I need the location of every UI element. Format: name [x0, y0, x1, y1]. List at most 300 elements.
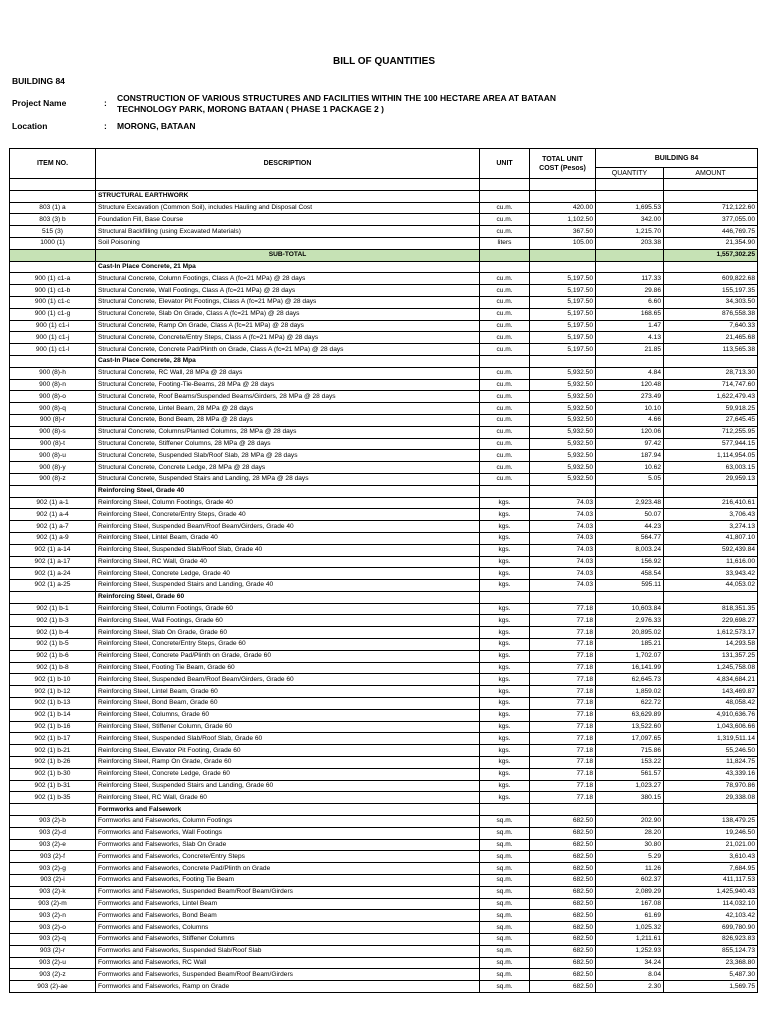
unit-cost-cell: 74.03 — [530, 497, 596, 509]
unit-cost-cell: 74.03 — [530, 509, 596, 521]
unit-cost-cell: 682.50 — [530, 816, 596, 828]
project-name-colon: : — [104, 98, 107, 108]
item-no-cell: 900 (8)-o — [10, 391, 96, 403]
description-cell: Structural Backfilling (using Excavated Materials) — [96, 226, 480, 238]
quantity-cell: 622.72 — [596, 698, 664, 710]
unit-cost-cell: 682.50 — [530, 886, 596, 898]
item-no-cell: 903 (2)-q — [10, 934, 96, 946]
description-cell: Reinforcing Steel, Suspended Slab/Roof Slab, Grade 60 — [96, 733, 480, 745]
quantity-cell: 10.62 — [596, 462, 664, 474]
item-no-cell: 903 (2)-e — [10, 839, 96, 851]
unit-cell: sq.m. — [480, 851, 530, 863]
item-cell — [10, 485, 96, 497]
quantity-cell: 602.37 — [596, 875, 664, 887]
table-row — [10, 414, 758, 426]
item-no-cell: 900 (8)-n — [10, 379, 96, 391]
table-row — [10, 285, 758, 297]
quantity-cell: 1,859.02 — [596, 686, 664, 698]
item-no-cell: 903 (2)-n — [10, 910, 96, 922]
amount-cell: 113,565.38 — [664, 344, 758, 356]
quantity-cell: 2,089.29 — [596, 886, 664, 898]
item-no-cell: 900 (8)-r — [10, 414, 96, 426]
description-cell: Formworks and Falseworks, RC Wall — [96, 957, 480, 969]
description-cell: Reinforcing Steel, Concrete Ledge, Grade 40 — [96, 568, 480, 580]
unit-cost-cell — [530, 190, 596, 202]
table-row — [10, 202, 758, 214]
unit-cost-cell — [530, 804, 596, 816]
table-row — [10, 910, 758, 922]
amount-cell — [664, 355, 758, 367]
item-no-cell: 902 (1) b-5 — [10, 639, 96, 651]
quantity-cell: 50.07 — [596, 509, 664, 521]
description-cell: Structural Concrete, RC Wall, 28 MPa @ 28 days — [96, 367, 480, 379]
item-no-cell: 902 (1) b-13 — [10, 698, 96, 710]
quantity-cell: 156.92 — [596, 556, 664, 568]
unit-cost-cell: 5,932.50 — [530, 462, 596, 474]
unit-cost-cell: 105.00 — [530, 237, 596, 249]
amount-cell: 43,339.16 — [664, 768, 758, 780]
unit-cost-cell: 74.03 — [530, 532, 596, 544]
table-row — [10, 816, 758, 828]
unit-cost-cell: 77.18 — [530, 745, 596, 757]
amount-cell: 229,698.27 — [664, 615, 758, 627]
amount-cell: 23,368.80 — [664, 957, 758, 969]
description-cell: Reinforcing Steel, Suspended Stairs and Landing, Grade 40 — [96, 580, 480, 592]
unit-cost-cell: 77.18 — [530, 674, 596, 686]
header-unit: UNIT — [480, 149, 530, 179]
amount-cell: 42,103.42 — [664, 910, 758, 922]
amount-cell — [664, 804, 758, 816]
unit-cost-cell: 682.50 — [530, 945, 596, 957]
item-no-cell: 803 (1) a — [10, 202, 96, 214]
table-row — [10, 898, 758, 910]
amount-cell: 5,487.30 — [664, 969, 758, 981]
amount-cell: 876,558.38 — [664, 308, 758, 320]
quantity-cell: 153.22 — [596, 757, 664, 769]
table-row — [10, 568, 758, 580]
unit-cell: kgs. — [480, 780, 530, 792]
section-title: Formworks and Falsework — [96, 804, 480, 816]
amount-cell: 592,439.84 — [664, 544, 758, 556]
quantity-cell: 10.10 — [596, 403, 664, 415]
unit-cost-cell: 5,197.50 — [530, 344, 596, 356]
quantity-cell: 564.77 — [596, 532, 664, 544]
amount-cell: 577,944.15 — [664, 438, 758, 450]
item-no-cell: 902 (1) b-8 — [10, 662, 96, 674]
unit-cell: sq.m. — [480, 934, 530, 946]
unit-cell: kgs. — [480, 757, 530, 769]
location-label: Location — [12, 121, 48, 131]
description-cell: Formworks and Falseworks, Suspended Slab/Roof Slab — [96, 945, 480, 957]
location-value: MORONG, BATAAN — [117, 121, 196, 131]
quantity-cell: 715.86 — [596, 745, 664, 757]
item-no-cell: 902 (1) b-1 — [10, 603, 96, 615]
unit-cell: kgs. — [480, 627, 530, 639]
unit-cell — [480, 485, 530, 497]
description-cell: Structural Concrete, Elevator Pit Footings, Class A (fc=21 MPa) @ 28 days — [96, 296, 480, 308]
description-cell: Reinforcing Steel, Slab On Grade, Grade 60 — [96, 627, 480, 639]
quantity-cell: 63,629.89 — [596, 709, 664, 721]
description-cell: Reinforcing Steel, Concrete Pad/Plinth on Grade, Grade 60 — [96, 650, 480, 662]
amount-cell: 699,780.90 — [664, 922, 758, 934]
description-cell: Formworks and Falseworks, Columns — [96, 922, 480, 934]
item-no-cell: 903 (2)-b — [10, 816, 96, 828]
description-cell: Reinforcing Steel, Ramp On Grade, Grade 60 — [96, 757, 480, 769]
item-no-cell: 900 (1) c1-c — [10, 296, 96, 308]
quantity-cell: 1,211.61 — [596, 934, 664, 946]
description-cell: Reinforcing Steel, Wall Footings, Grade 60 — [96, 615, 480, 627]
item-no-cell: 902 (1) b-4 — [10, 627, 96, 639]
amount-cell: 609,822.68 — [664, 273, 758, 285]
table-row — [10, 367, 758, 379]
item-no-cell: 903 (2)-d — [10, 827, 96, 839]
description-cell: Reinforcing Steel, Concrete Ledge, Grade 60 — [96, 768, 480, 780]
quantity-cell — [596, 804, 664, 816]
quantity-cell: 62,645.73 — [596, 674, 664, 686]
unit-cell — [480, 261, 530, 273]
item-no-cell: 902 (1) b-31 — [10, 780, 96, 792]
amount-cell: 48,058.42 — [664, 698, 758, 710]
unit-cost-cell — [530, 249, 596, 261]
table-row — [10, 438, 758, 450]
unit-cell: kgs. — [480, 745, 530, 757]
description-cell: Formworks and Falseworks, Ramp on Grade — [96, 981, 480, 993]
item-cell — [10, 179, 96, 191]
header-quantity: QUANTITY — [596, 168, 664, 179]
unit-cell: kgs. — [480, 674, 530, 686]
unit-cell: cu.m. — [480, 202, 530, 214]
item-no-cell: 902 (1) a-24 — [10, 568, 96, 580]
description-cell: Soil Poisoning — [96, 237, 480, 249]
unit-cell: kgs. — [480, 603, 530, 615]
unit-cell: cu.m. — [480, 332, 530, 344]
item-no-cell: 903 (2)-u — [10, 957, 96, 969]
table-row — [10, 863, 758, 875]
unit-cost-cell: 682.50 — [530, 839, 596, 851]
unit-cost-cell: 77.18 — [530, 709, 596, 721]
item-cell — [10, 355, 96, 367]
project-name-label: Project Name — [12, 98, 67, 108]
table-row — [10, 473, 758, 485]
table-row — [10, 686, 758, 698]
quantity-cell: 117.33 — [596, 273, 664, 285]
unit-cost-cell: 682.50 — [530, 827, 596, 839]
description-cell: Formworks and Falseworks, Stiffener Columns — [96, 934, 480, 946]
quantity-cell: 458.54 — [596, 568, 664, 580]
table-row — [10, 426, 758, 438]
table-row — [10, 556, 758, 568]
description-cell: Structural Concrete, Footing-Tie-Beams, 28 MPa @ 28 days — [96, 379, 480, 391]
item-no-cell: 902 (1) a-4 — [10, 509, 96, 521]
unit-cell: kgs. — [480, 650, 530, 662]
item-no-cell: 900 (1) c1-j — [10, 332, 96, 344]
amount-cell — [664, 591, 758, 603]
unit-cell — [480, 804, 530, 816]
unit-cell: sq.m. — [480, 816, 530, 828]
unit-cell: kgs. — [480, 580, 530, 592]
unit-cost-cell: 682.50 — [530, 969, 596, 981]
description-cell: Reinforcing Steel, Columns, Grade 60 — [96, 709, 480, 721]
table-row — [10, 780, 758, 792]
section-header-row — [10, 355, 758, 367]
section-title: Cast-In Place Concrete, 28 Mpa — [96, 355, 480, 367]
unit-cost-cell: 77.18 — [530, 698, 596, 710]
item-no-cell: 900 (1) c1-l — [10, 344, 96, 356]
item-no-cell: 902 (1) b-26 — [10, 757, 96, 769]
item-no-cell: 900 (8)-h — [10, 367, 96, 379]
quantity-cell: 595.11 — [596, 580, 664, 592]
unit-cell: cu.m. — [480, 450, 530, 462]
item-no-cell: 902 (1) b-3 — [10, 615, 96, 627]
section-title: Reinforcing Steel, Grade 60 — [96, 591, 480, 603]
description-cell: Reinforcing Steel, Suspended Beam/Roof Beam/Girders, Grade 60 — [96, 674, 480, 686]
unit-cell — [480, 190, 530, 202]
subtotal-amount: 1,557,302.25 — [664, 249, 758, 261]
item-no-cell: 1000 (1) — [10, 237, 96, 249]
unit-cell: cu.m. — [480, 438, 530, 450]
section-header-row — [10, 485, 758, 497]
quantity-cell: 20,895.02 — [596, 627, 664, 639]
unit-cost-cell: 682.50 — [530, 934, 596, 946]
table-row — [10, 580, 758, 592]
item-no-cell: 903 (2)-r — [10, 945, 96, 957]
section-header-row — [10, 591, 758, 603]
table-row — [10, 875, 758, 887]
item-no-cell: 902 (1) b-14 — [10, 709, 96, 721]
amount-cell: 21,354.90 — [664, 237, 758, 249]
quantity-cell: 97.42 — [596, 438, 664, 450]
unit-cell: sq.m. — [480, 981, 530, 993]
item-cell — [10, 591, 96, 603]
table-row — [10, 403, 758, 415]
table-row — [10, 462, 758, 474]
item-no-cell: 902 (1) a-1 — [10, 497, 96, 509]
unit-cost-cell: 5,197.50 — [530, 273, 596, 285]
unit-cost-cell: 77.18 — [530, 733, 596, 745]
amount-cell: 27,645.45 — [664, 414, 758, 426]
table-row — [10, 214, 758, 226]
unit-cell: sq.m. — [480, 910, 530, 922]
unit-cost-cell: 77.18 — [530, 686, 596, 698]
unit-cell: sq.m. — [480, 945, 530, 957]
table-row — [10, 603, 758, 615]
quantity-cell: 1,702.07 — [596, 650, 664, 662]
item-no-cell: 515 (3) — [10, 226, 96, 238]
item-no-cell: 902 (1) b-12 — [10, 686, 96, 698]
unit-cost-cell: 682.50 — [530, 875, 596, 887]
unit-cost-cell: 682.50 — [530, 910, 596, 922]
amount-cell: 1,114,954.05 — [664, 450, 758, 462]
table-row — [10, 226, 758, 238]
item-no-cell: 902 (1) b-17 — [10, 733, 96, 745]
quantity-cell — [596, 591, 664, 603]
amount-cell: 1,319,511.14 — [664, 733, 758, 745]
unit-cost-cell: 420.00 — [530, 202, 596, 214]
unit-cost-cell: 682.50 — [530, 922, 596, 934]
amount-cell: 4,910,636.76 — [664, 709, 758, 721]
description-cell: Structural Concrete, Slab On Grade, Class A (fc=21 MPa) @ 28 days — [96, 308, 480, 320]
quantity-cell: 1,025.32 — [596, 922, 664, 934]
unit-cell: sq.m. — [480, 839, 530, 851]
quantity-cell: 1.47 — [596, 320, 664, 332]
quantity-cell: 273.49 — [596, 391, 664, 403]
quantity-cell: 342.00 — [596, 214, 664, 226]
item-no-cell: 903 (2)-o — [10, 922, 96, 934]
unit-cell: sq.m. — [480, 875, 530, 887]
table-row — [10, 509, 758, 521]
unit-cell: kgs. — [480, 792, 530, 804]
unit-cell: sq.m. — [480, 969, 530, 981]
section-title: STRUCTURAL EARTHWORK — [96, 190, 480, 202]
amount-cell: 21,465.68 — [664, 332, 758, 344]
unit-cost-cell: 5,932.50 — [530, 473, 596, 485]
item-no-cell: 902 (1) b-16 — [10, 721, 96, 733]
quantity-cell — [596, 249, 664, 261]
quantity-cell: 203.38 — [596, 237, 664, 249]
unit-cell: cu.m. — [480, 344, 530, 356]
amount-cell: 114,032.10 — [664, 898, 758, 910]
item-no-cell: 900 (1) c1-b — [10, 285, 96, 297]
description-cell: Structural Concrete, Bond Beam, 28 MPa @ 28 days — [96, 414, 480, 426]
quantity-cell: 8.04 — [596, 969, 664, 981]
description-cell: Structural Concrete, Concrete Pad/Plinth on Grade, Class A (fc=21 MPa) @ 28 days — [96, 344, 480, 356]
unit-cell: kgs. — [480, 768, 530, 780]
description-cell: Formworks and Falseworks, Column Footings — [96, 816, 480, 828]
amount-cell: 138,479.25 — [664, 816, 758, 828]
amount-cell: 7,640.33 — [664, 320, 758, 332]
description-cell: Structural Concrete, Concrete Ledge, 28 MPa @ 28 days — [96, 462, 480, 474]
unit-cost-cell — [530, 261, 596, 273]
unit-cell: cu.m. — [480, 426, 530, 438]
amount-cell: 3,610.43 — [664, 851, 758, 863]
unit-cost-cell: 5,932.50 — [530, 403, 596, 415]
amount-cell: 818,351.35 — [664, 603, 758, 615]
description-cell: Formworks and Falseworks, Lintel Beam — [96, 898, 480, 910]
unit-cost-cell: 74.03 — [530, 556, 596, 568]
table-row — [10, 627, 758, 639]
quantity-cell: 168.65 — [596, 308, 664, 320]
table-row — [10, 662, 758, 674]
quantity-cell: 4.84 — [596, 367, 664, 379]
amount-cell: 216,410.61 — [664, 497, 758, 509]
description-cell: Formworks and Falseworks, Concrete Pad/Plinth on Grade — [96, 863, 480, 875]
unit-cost-cell: 74.03 — [530, 568, 596, 580]
item-no-cell: 903 (2)-k — [10, 886, 96, 898]
amount-cell: 377,055.00 — [664, 214, 758, 226]
amount-cell: 4,834,684.21 — [664, 674, 758, 686]
section-header-row — [10, 261, 758, 273]
table-row — [10, 922, 758, 934]
description-cell: Reinforcing Steel, Suspended Beam/Roof Beam/Girders, Grade 40 — [96, 521, 480, 533]
item-no-cell: 903 (2)-z — [10, 969, 96, 981]
amount-cell: 1,245,758.08 — [664, 662, 758, 674]
unit-cost-cell: 5,197.50 — [530, 320, 596, 332]
unit-cost-cell: 74.03 — [530, 544, 596, 556]
quantity-cell: 380.15 — [596, 792, 664, 804]
unit-cell: kgs. — [480, 544, 530, 556]
unit-cost-cell — [530, 355, 596, 367]
table-row — [10, 757, 758, 769]
table-row — [10, 237, 758, 249]
amount-cell: 21,021.00 — [664, 839, 758, 851]
amount-cell: 33,943.42 — [664, 568, 758, 580]
unit-cell: kgs. — [480, 733, 530, 745]
unit-cell: sq.m. — [480, 863, 530, 875]
item-no-cell: 900 (8)-s — [10, 426, 96, 438]
quantity-cell: 34.24 — [596, 957, 664, 969]
quantity-cell: 61.69 — [596, 910, 664, 922]
table-row — [10, 945, 758, 957]
item-no-cell: 900 (8)-z — [10, 473, 96, 485]
description-cell: Reinforcing Steel, RC Wall, Grade 60 — [96, 792, 480, 804]
unit-cell: cu.m. — [480, 403, 530, 415]
description-cell: Reinforcing Steel, Lintel Beam, Grade 60 — [96, 686, 480, 698]
unit-cell: cu.m. — [480, 462, 530, 474]
unit-cell: sq.m. — [480, 898, 530, 910]
unit-cell: cu.m. — [480, 367, 530, 379]
unit-cell: kgs. — [480, 686, 530, 698]
item-no-cell: 803 (3) b — [10, 214, 96, 226]
item-no-cell: 902 (1) a-7 — [10, 521, 96, 533]
amount-cell: 712,122.60 — [664, 202, 758, 214]
blank-row — [10, 179, 758, 191]
unit-cell: cu.m. — [480, 320, 530, 332]
unit-cell: kgs. — [480, 521, 530, 533]
item-no-cell: 900 (1) c1-i — [10, 320, 96, 332]
description-cell: Formworks and Falseworks, Suspended Beam/Roof Beam/Girders — [96, 969, 480, 981]
quantity-cell — [596, 355, 664, 367]
header-description: DESCRIPTION — [96, 149, 480, 179]
description-cell: Structural Concrete, Roof Beams/Suspended Beams/Girders, 28 MPa @ 28 days — [96, 391, 480, 403]
section-header-row — [10, 804, 758, 816]
unit-cell: kgs. — [480, 497, 530, 509]
amount-cell — [664, 190, 758, 202]
unit-cost-cell: 5,932.50 — [530, 414, 596, 426]
table-row — [10, 308, 758, 320]
unit-cell: cu.m. — [480, 473, 530, 485]
amount-cell: 712,255.95 — [664, 426, 758, 438]
amount-cell — [664, 485, 758, 497]
table-row — [10, 733, 758, 745]
item-no-cell: 900 (8)-t — [10, 438, 96, 450]
amount-cell: 11,824.75 — [664, 757, 758, 769]
unit-cost-cell: 5,932.50 — [530, 438, 596, 450]
description-cell: Reinforcing Steel, Stiffener Column, Grade 60 — [96, 721, 480, 733]
amount-cell: 14,293.58 — [664, 639, 758, 651]
amount-cell: 3,706.43 — [664, 509, 758, 521]
amount-cell: 3,274.13 — [664, 521, 758, 533]
unit-cost-cell: 77.18 — [530, 792, 596, 804]
unit-cell: cu.m. — [480, 308, 530, 320]
description-cell: Structural Concrete, Column Footings, Class A (fc=21 MPa) @ 28 days — [96, 273, 480, 285]
item-no-cell: 902 (1) b-21 — [10, 745, 96, 757]
unit-cell: sq.m. — [480, 922, 530, 934]
unit-cost-cell: 5,197.50 — [530, 332, 596, 344]
unit-cost-cell: 5,932.50 — [530, 367, 596, 379]
item-cell — [10, 249, 96, 261]
quantity-cell: 185.21 — [596, 639, 664, 651]
unit-cell: sq.m. — [480, 957, 530, 969]
description-cell: Structural Concrete, Ramp On Grade, Class A (fc=21 MPa) @ 28 days — [96, 320, 480, 332]
subtotal-row — [10, 249, 758, 261]
amount-cell: 1,569.75 — [664, 981, 758, 993]
table-row — [10, 768, 758, 780]
description-cell: Reinforcing Steel, Column Footings, Grade 60 — [96, 603, 480, 615]
item-no-cell: 903 (2)-ae — [10, 981, 96, 993]
unit-cost-cell: 74.03 — [530, 521, 596, 533]
location-colon: : — [104, 121, 107, 131]
description-cell: Reinforcing Steel, Bond Beam, Grade 60 — [96, 698, 480, 710]
